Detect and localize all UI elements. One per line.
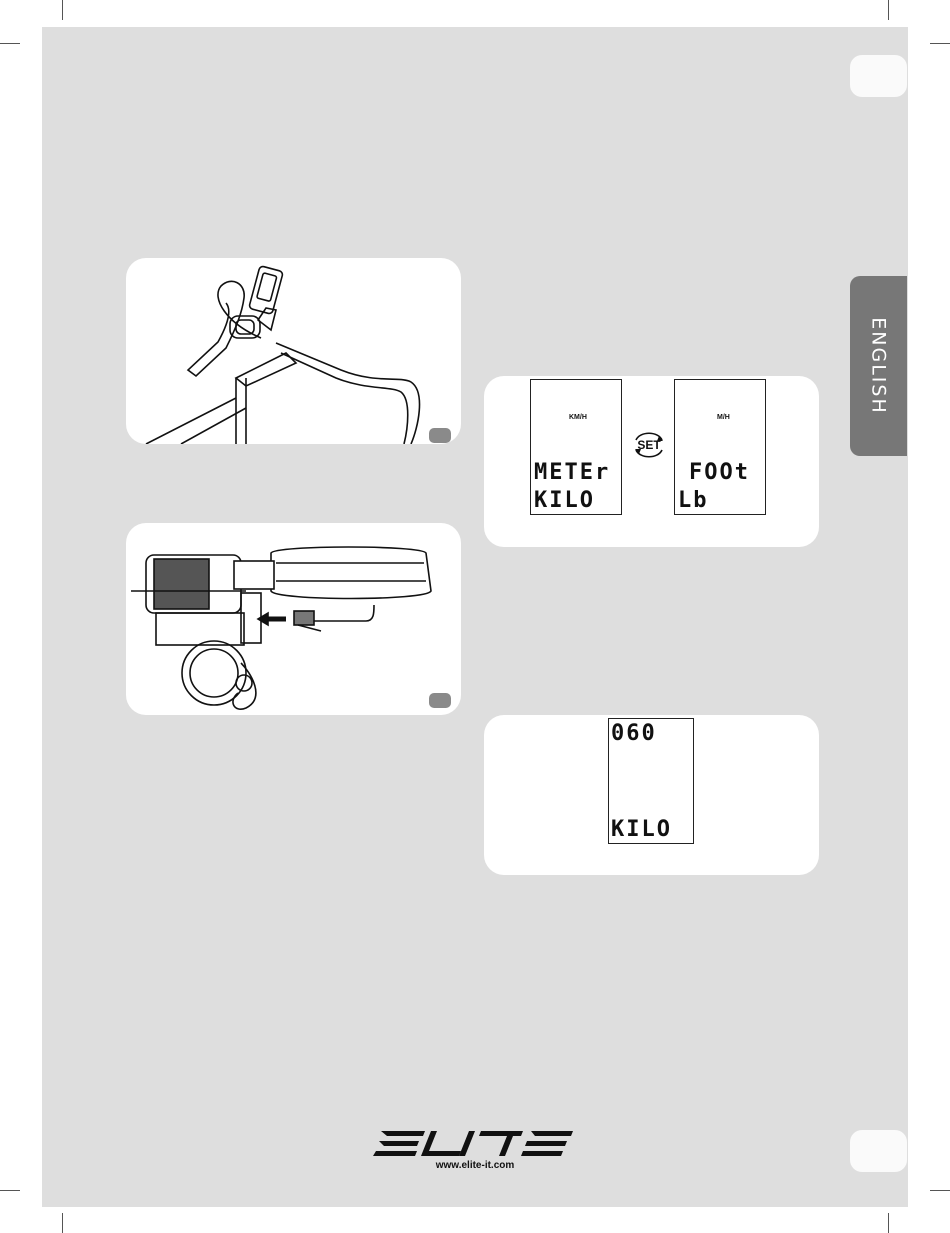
connector-illustration [126, 523, 461, 715]
handlebar-illustration [126, 258, 461, 444]
language-tab [850, 276, 907, 456]
weight-unit-text: Lb [678, 488, 709, 513]
distance-unit-text: FOOt [689, 460, 750, 485]
set-button-label: SET [637, 438, 661, 452]
weight-value: 060 [611, 721, 657, 746]
crop-mark [888, 0, 889, 20]
lcd-display-imperial [674, 379, 766, 515]
crop-mark [930, 43, 950, 44]
lcd-display-metric [530, 379, 622, 515]
crop-mark [0, 1190, 20, 1191]
connector-illustration-panel [126, 523, 461, 715]
weight-setting-panel [484, 715, 819, 875]
page-number-tag-top [850, 55, 907, 97]
unit-setting-panel [484, 376, 819, 547]
set-button-icon [632, 428, 666, 462]
weight-unit-text: KILO [611, 817, 672, 842]
speed-unit-label: M/H [717, 414, 730, 421]
crop-mark [62, 1213, 63, 1233]
crop-mark [62, 0, 63, 20]
distance-unit-text: METEr [534, 460, 611, 485]
figure-badge [429, 693, 451, 708]
brand-logo [373, 1130, 573, 1158]
language-label: ENGLISH [867, 317, 890, 415]
weight-unit-text: KILO [534, 488, 595, 513]
crop-mark [930, 1190, 950, 1191]
website-url[interactable]: www.elite-it.com [435, 1160, 515, 1171]
lcd-display-weight [608, 718, 694, 844]
figure-badge [429, 428, 451, 443]
speed-unit-label: KM/H [569, 414, 587, 421]
handlebar-illustration-panel [126, 258, 461, 444]
crop-mark [0, 43, 20, 44]
crop-mark [888, 1213, 889, 1233]
